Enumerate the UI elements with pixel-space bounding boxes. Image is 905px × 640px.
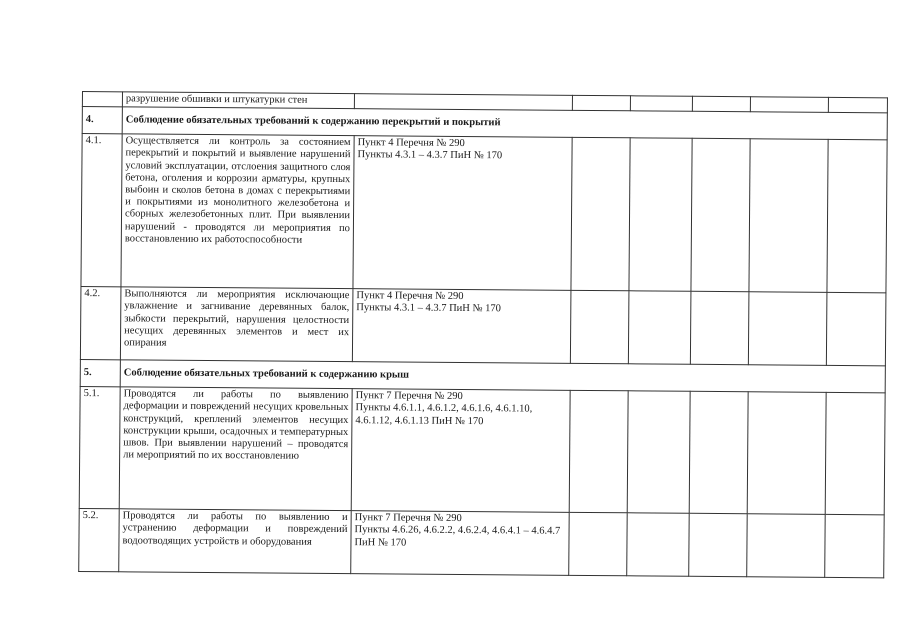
table-cell	[750, 97, 828, 113]
table-cell	[629, 138, 692, 291]
table-cell	[748, 292, 827, 366]
item-description: Выполняются ли мероприятия исключающие увлажнение и загнивание деревянных балок, зыбкости перекрытий, нарушения целостности несущих деревянных элементов и мест их опирания	[120, 287, 353, 362]
table-cell	[690, 291, 749, 364]
table-cell	[826, 293, 886, 366]
reference-line: Пункты 4.6.1.1, 4.6.1.2, 4.6.1.6, 4.6.1.10, 4.6.1.12, 4.6.1.13 ПиН № 170	[355, 402, 533, 427]
item-reference	[351, 389, 570, 513]
table-cell	[82, 92, 122, 108]
table-cell	[691, 138, 750, 291]
item-number: 5.1.	[79, 387, 120, 509]
item-number: 4.1.	[81, 134, 122, 287]
table-cell	[747, 514, 825, 578]
section-number: 5.	[80, 360, 120, 387]
reference-line: Пункты 4.3.1 – 4.3.7 ПиН № 170	[357, 149, 503, 162]
item-reference	[351, 511, 569, 576]
table-cell	[747, 392, 826, 515]
continued-text-cell: разрушение обшивки и штукатурки стен	[122, 92, 354, 109]
table-cell	[570, 291, 629, 364]
section-title: Соблюдение обязательных требований к содержанию крыш	[120, 360, 885, 393]
section-number: 4.	[82, 107, 122, 134]
table-cell	[627, 391, 690, 513]
inspection-checklist-table	[78, 91, 888, 579]
table-cell	[827, 140, 887, 293]
item-description: Проводятся ли работы по выявлению деформации и повреждений несущих кровельных конструкций, креплений элементов несущих конструкции крыши, осадочных и температурных швов. При выявлении нарушений – проводятся ли мероприятий по их восстановлению	[119, 387, 352, 511]
item-number: 5.2.	[79, 509, 119, 572]
table-cell	[571, 138, 630, 291]
table-row	[81, 134, 887, 293]
table-row	[79, 387, 885, 515]
table-row	[80, 287, 886, 366]
table-cell	[689, 513, 747, 576]
reference-line: Пункты 4.3.1 – 4.3.7 ПиН № 170	[356, 302, 501, 315]
table-cell	[692, 96, 750, 112]
table-cell	[628, 291, 691, 364]
item-reference	[352, 289, 571, 364]
reference-line: Пункт 4 Перечня № 290	[357, 137, 465, 150]
table-cell	[354, 94, 572, 111]
table-cell	[749, 139, 828, 293]
item-reference	[353, 136, 572, 291]
item-description: Проводятся ли работы по выявлению и устранению деформации и повреждений водоотводящих устройств и оборудования	[119, 509, 351, 574]
item-description: Осуществляется ли контроль за состоянием перекрытий и покрытий и выявление нарушений условий эксплуатации, отслоения защитного слоя бетона, оголения и коррозии арматуры, крупных выбоин и сколов бетона в домах с перекрытиями и покрытиями из монолитного железобетона и сборных железобетонных плит. При выявлении нарушений - проводятся ли мероприятия по восстановлению их работоспособности	[121, 134, 354, 289]
reference-line: Пункты 4.6.26, 4.6.2.2, 4.6.2.4, 4.6.4.1 – 4.6.4.7 ПиН № 170	[354, 524, 561, 549]
table-cell	[825, 393, 885, 515]
reference-line: Пункт 7 Перечня № 290	[354, 512, 462, 525]
section-title: Соблюдение обязательных требований к содержанию перекрытий и покрытий	[122, 107, 887, 140]
table-cell	[630, 96, 692, 112]
table-cell	[828, 97, 887, 113]
table-cell	[572, 95, 630, 111]
table-cell	[569, 513, 627, 576]
table-cell	[825, 515, 884, 578]
table-cell	[569, 391, 628, 513]
reference-line: Пункт 7 Перечня № 290	[355, 390, 463, 403]
item-number: 4.2.	[80, 287, 121, 360]
table-cell	[689, 391, 748, 513]
table-cell	[627, 513, 689, 576]
reference-line: Пункт 4 Перечня № 290	[356, 290, 464, 303]
table-row	[79, 509, 884, 578]
